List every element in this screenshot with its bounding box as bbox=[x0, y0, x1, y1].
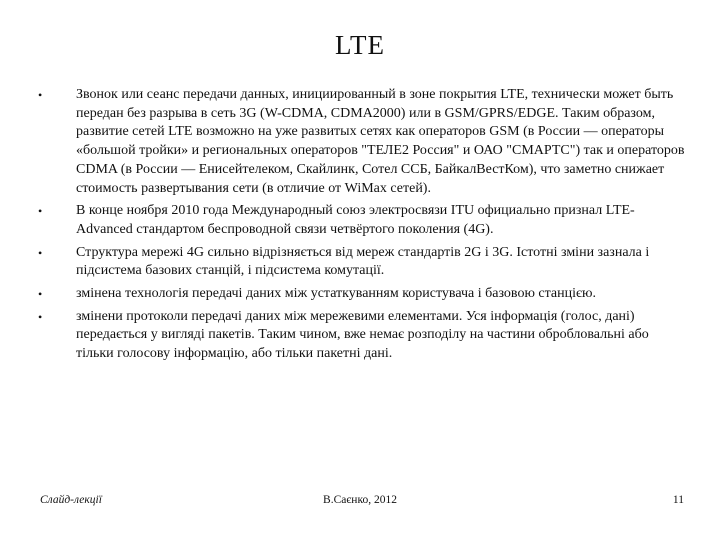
bullet-marker: • bbox=[38, 245, 43, 260]
slide-title: LTE bbox=[335, 30, 385, 60]
bullet-list bbox=[38, 86, 688, 368]
bullet-marker: • bbox=[38, 88, 43, 102]
footer-author-date: В.Саєнко, 2012 bbox=[323, 494, 397, 506]
bullet-text: Структура мережі 4G сильно відрізняється від мереж стандартів 2G і 3G. Істотні зміни зазнала і підсистема базових станцій, і підсистема комутації. bbox=[76, 244, 650, 279]
bullet-marker: • bbox=[38, 204, 43, 219]
bullet-item bbox=[38, 285, 688, 304]
bullet-text: змінени протоколи передачі даних між мережевими елементами. Уся інформація (голос, дані) передається у вигляді пакетів. Таким чином, вже немає розподілу на частини обробловальні або тільки голосову інформацію, або тільки пакетні дані. bbox=[76, 308, 649, 362]
bullet-text: змінена технологія передачі даних між устаткуванням користувача і базовою станцією. bbox=[76, 286, 596, 302]
bullet-item bbox=[38, 308, 688, 364]
bullet-item bbox=[38, 202, 688, 239]
bullet-item bbox=[38, 86, 688, 198]
bullet-marker: • bbox=[38, 309, 43, 324]
page-number: 11 bbox=[672, 494, 684, 506]
bullet-text: В конце ноября 2010 года Международный союз электросвязи ITU официально признал LTE-Advanced стандартом беспроводной связи четвёртого поколения (4G). bbox=[76, 203, 635, 237]
bullet-marker: • bbox=[38, 287, 43, 302]
bullet-item bbox=[38, 244, 688, 281]
footer-left-label: Слайд-лекції bbox=[40, 494, 102, 506]
bullet-text: Звонок или сеанс передачи данных, инициированный в зоне покрытия LTE, технически может быть передан без разрыва в сеть 3G (W-CDMA, CDMA2000) или в GSM/GPRS/EDGE. Таким образом, развитие сетей LTE возможно на уже развитых сетях как операторов GSM (в России — операторы «большой тройки» и региональных операторов "ТЕЛЕ2 Россия" и ОАО "СМАРТС") так и операторов CDMA (в России — Енисейтелеком, Скайлинк, Сотел ССБ, БайкалВестКом), что заметно снижает стоимость развертывания сети (в отличие от WiMax сетей). bbox=[76, 87, 685, 196]
